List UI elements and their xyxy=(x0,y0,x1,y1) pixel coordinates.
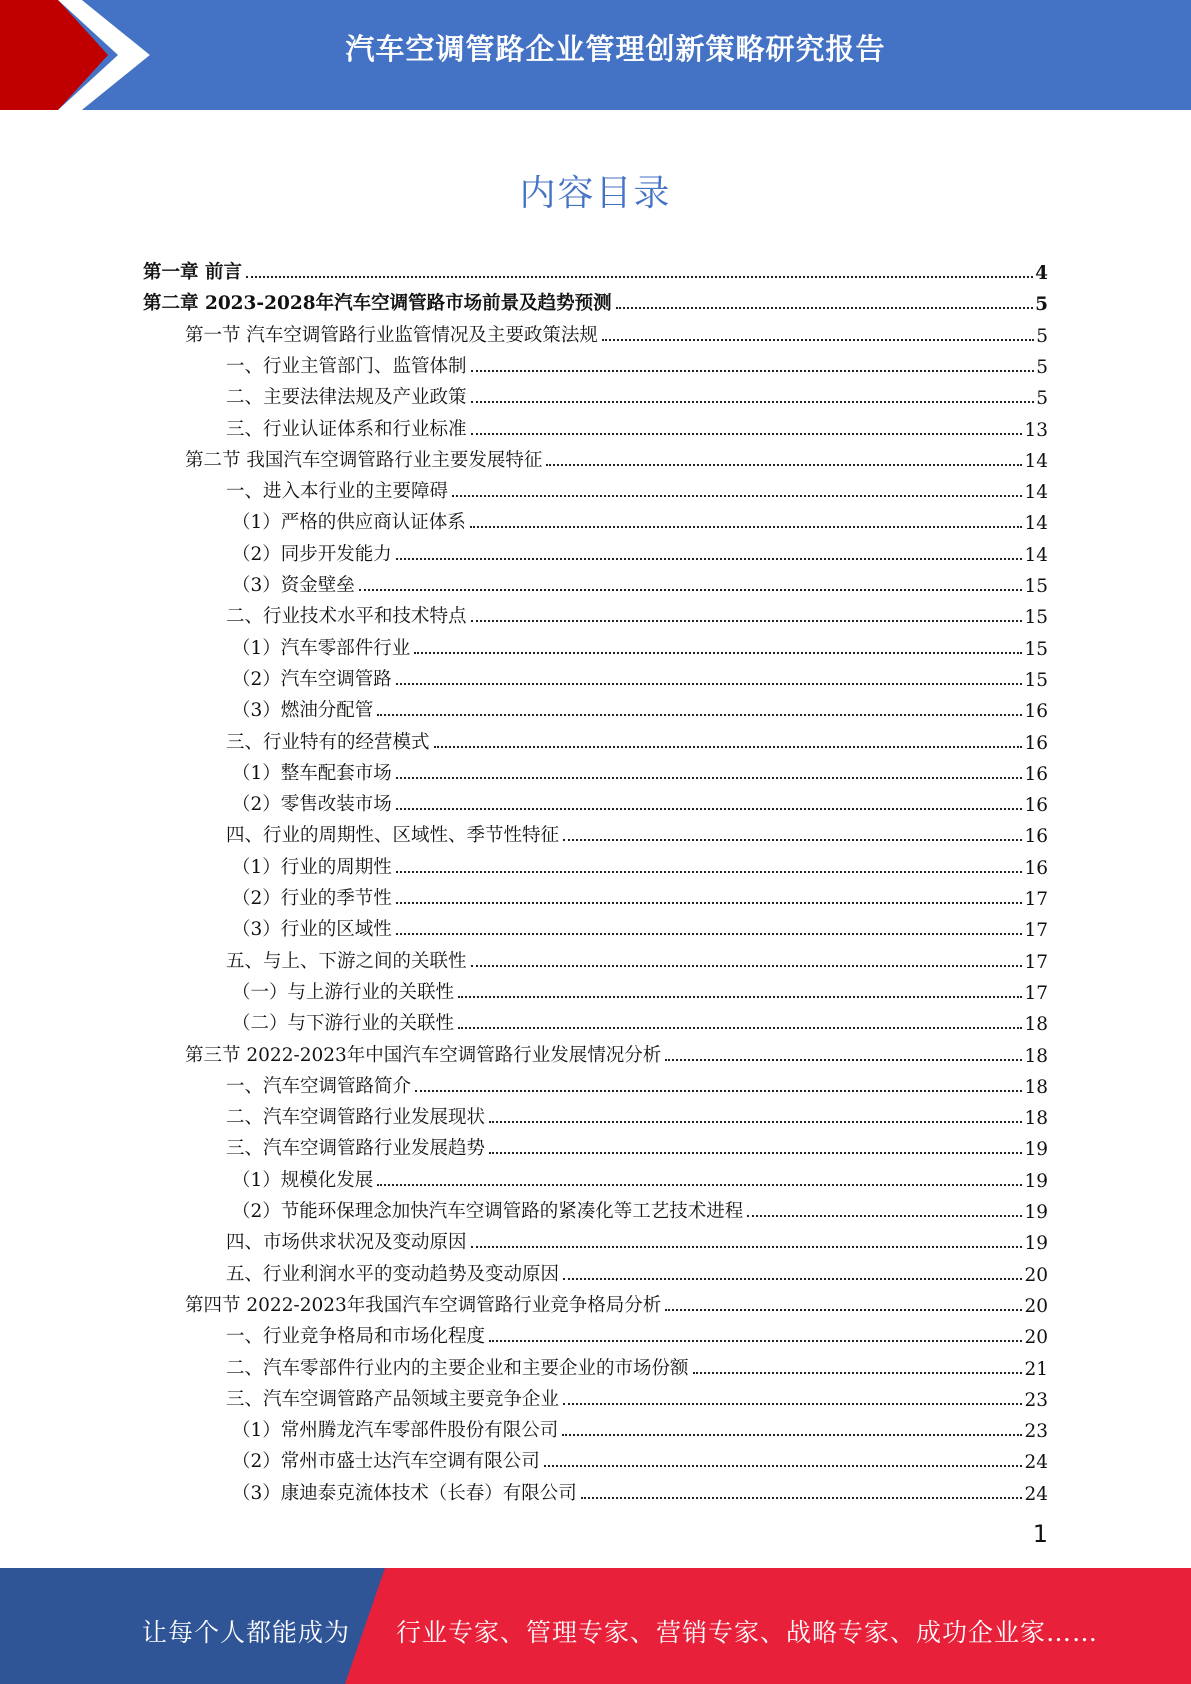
toc-entry[interactable] xyxy=(185,1036,1048,1067)
toc-entry-label: （1）行业的周期性 xyxy=(232,857,392,878)
toc-entry-label: 五、与上、下游之间的关联性 xyxy=(226,951,467,972)
toc-entry-page: 14 xyxy=(1024,451,1048,472)
toc-entry-page: 16 xyxy=(1024,795,1048,816)
toc-dot-leader xyxy=(470,526,1023,528)
toc-entry-label: （3）行业的区域性 xyxy=(232,919,392,940)
toc-dot-leader xyxy=(359,589,1023,591)
toc-entry-label: 二、行业技术水平和技术特点 xyxy=(226,606,467,627)
toc-entry-page: 15 xyxy=(1024,670,1048,691)
toc-entry-label: 四、市场供求状况及变动原因 xyxy=(226,1232,467,1253)
toc-entry-label: 二、主要法律法规及产业政策 xyxy=(226,387,467,408)
toc-entry-page: 19 xyxy=(1024,1202,1048,1223)
toc-entry-label: 三、汽车空调管路产品领域主要竞争企业 xyxy=(226,1389,560,1410)
toc-entry-label: 第四节 2022-2023年我国汽车空调管路行业竞争格局分析 xyxy=(185,1295,662,1316)
toc-entry-label: 三、行业认证体系和行业标准 xyxy=(226,419,467,440)
toc-entry-label: （3）燃油分配管 xyxy=(232,700,374,721)
toc-entry[interactable] xyxy=(226,410,1048,441)
toc-dot-leader xyxy=(563,1403,1022,1405)
toc-entry[interactable] xyxy=(232,1161,1048,1192)
toc-dot-leader xyxy=(693,1372,1023,1374)
toc-entry-label: 第二节 我国汽车空调管路行业主要发展特征 xyxy=(185,450,543,471)
footer-slogan-left: 让每个人都能成为 xyxy=(142,1618,351,1647)
toc-dot-leader xyxy=(458,996,1022,998)
toc-dot-leader xyxy=(489,1152,1022,1154)
toc-entry-label: （1）汽车零部件行业 xyxy=(232,638,411,659)
toc-dot-leader xyxy=(602,339,1034,341)
toc-dot-leader xyxy=(396,902,1023,904)
toc-dot-leader xyxy=(471,620,1023,622)
toc-dot-leader xyxy=(396,808,1023,810)
toc-title: 内容目录 xyxy=(519,173,672,214)
toc-dot-leader xyxy=(471,965,1023,967)
toc-entry-page: 16 xyxy=(1024,826,1048,847)
toc-entry-page: 16 xyxy=(1024,764,1048,785)
toc-entry-page: 15 xyxy=(1024,576,1048,597)
toc-dot-leader xyxy=(415,1090,1022,1092)
toc-dot-leader xyxy=(546,464,1022,466)
toc-dot-leader xyxy=(562,1434,1022,1436)
toc-dot-leader xyxy=(581,1497,1023,1499)
toc-entry-page: 19 xyxy=(1024,1171,1048,1192)
toc-dot-leader xyxy=(747,1215,1022,1217)
toc-dot-leader xyxy=(563,839,1022,841)
toc-entry-label: 第三节 2022-2023年中国汽车空调管路行业发展情况分析 xyxy=(185,1045,662,1066)
toc-entry[interactable] xyxy=(232,1411,1048,1442)
toc-entry-page: 18 xyxy=(1024,1108,1048,1129)
toc-entry[interactable] xyxy=(232,754,1048,785)
toc-entry-label: 三、行业特有的经营模式 xyxy=(226,732,430,753)
toc-entry[interactable] xyxy=(226,1317,1048,1348)
toc-dot-leader xyxy=(616,307,1034,309)
toc-entry[interactable] xyxy=(226,1255,1048,1286)
toc-entry-page: 18 xyxy=(1024,1077,1048,1098)
toc-dot-leader xyxy=(396,558,1023,560)
toc-entry-page: 5 xyxy=(1036,326,1048,347)
toc-entry-page: 19 xyxy=(1024,1233,1048,1254)
toc-dot-leader xyxy=(665,1059,1022,1061)
toc-entry-page: 5 xyxy=(1036,357,1048,378)
toc-entry[interactable] xyxy=(226,1098,1048,1129)
toc-entry[interactable] xyxy=(232,691,1048,722)
toc-entry-label: 五、行业利润水平的变动趋势及变动原因 xyxy=(226,1264,560,1285)
toc-entry[interactable] xyxy=(226,723,1048,754)
toc-dot-leader xyxy=(377,1184,1022,1186)
toc-dot-leader xyxy=(396,683,1023,685)
toc-entry-page: 19 xyxy=(1024,1139,1048,1160)
toc-entry-page: 4 xyxy=(1035,263,1048,284)
toc-entry-page: 14 xyxy=(1024,545,1048,566)
toc-entry-page: 21 xyxy=(1024,1359,1048,1380)
toc-entry-label: 第一节 汽车空调管路行业监管情况及主要政策法规 xyxy=(185,325,598,346)
toc-entry[interactable] xyxy=(232,629,1048,660)
toc-entry[interactable] xyxy=(226,378,1048,409)
toc-entry[interactable] xyxy=(232,910,1048,941)
toc-entry[interactable] xyxy=(232,1442,1048,1473)
toc-entry-label: （2）同步开发能力 xyxy=(232,544,392,565)
toc-entry-page: 17 xyxy=(1024,952,1048,973)
toc-entry[interactable] xyxy=(226,1349,1048,1380)
toc-entry[interactable] xyxy=(226,1223,1048,1254)
toc-entry-label: （2）汽车空调管路 xyxy=(232,669,392,690)
toc-entry[interactable] xyxy=(232,660,1048,691)
toc-entry-label: 第一章 前言 xyxy=(143,262,242,283)
toc-entry-label: 二、汽车零部件行业内的主要企业和主要企业的市场份额 xyxy=(226,1358,689,1379)
toc-dot-leader xyxy=(452,495,1022,497)
toc-entry[interactable] xyxy=(232,848,1048,879)
toc-entry[interactable] xyxy=(232,973,1048,1004)
toc-dot-leader xyxy=(434,746,1023,748)
toc-entry-label: （3）康迪泰克流体技术（长春）有限公司 xyxy=(232,1483,577,1504)
toc-entry-label: （1）常州腾龙汽车零部件股份有限公司 xyxy=(232,1420,559,1441)
toc-entry[interactable] xyxy=(232,1004,1048,1035)
toc-entry[interactable] xyxy=(232,1474,1048,1505)
toc-entry[interactable] xyxy=(226,347,1048,378)
toc-entry-page: 24 xyxy=(1024,1484,1048,1505)
toc-entry[interactable] xyxy=(226,1380,1048,1411)
toc-entry-label: 一、进入本行业的主要障碍 xyxy=(226,481,449,502)
toc-entry-label: 四、行业的周期性、区域性、季节性特征 xyxy=(226,825,560,846)
toc-dot-leader xyxy=(471,370,1035,372)
toc-entry[interactable] xyxy=(232,879,1048,910)
toc-entry[interactable] xyxy=(232,535,1048,566)
toc-entry[interactable] xyxy=(232,503,1048,534)
toc-entry-page: 17 xyxy=(1024,983,1048,1004)
toc-dot-leader xyxy=(396,933,1023,935)
toc-dot-leader xyxy=(665,1309,1022,1311)
toc-entry[interactable] xyxy=(185,316,1048,347)
toc-entry-page: 23 xyxy=(1024,1390,1048,1411)
toc-entry-label: （2）行业的季节性 xyxy=(232,888,392,909)
toc-entry-label: 一、汽车空调管路简介 xyxy=(226,1076,412,1097)
toc-entry-label: （2）节能环保理念加快汽车空调管路的紧凑化等工艺技术进程 xyxy=(232,1201,744,1222)
toc-dot-leader xyxy=(563,1278,1022,1280)
toc-entry-page: 24 xyxy=(1024,1452,1048,1473)
toc-entry-page: 16 xyxy=(1024,858,1048,879)
toc-entry-label: （2）零售改装市场 xyxy=(232,794,392,815)
toc-entry[interactable] xyxy=(226,816,1048,847)
page-number: 1 xyxy=(1032,1520,1048,1548)
toc-entry-page: 20 xyxy=(1024,1265,1048,1286)
toc-entry[interactable] xyxy=(226,1067,1048,1098)
toc-dot-leader xyxy=(414,652,1022,654)
toc-entry-label: 一、行业竞争格局和市场化程度 xyxy=(226,1326,486,1347)
toc-dot-leader xyxy=(489,1340,1022,1342)
toc-entry[interactable] xyxy=(226,472,1048,503)
toc-dot-leader xyxy=(489,1121,1022,1123)
toc-entry-page: 16 xyxy=(1024,701,1048,722)
toc-entry[interactable] xyxy=(226,942,1048,973)
toc-dot-leader xyxy=(458,1027,1022,1029)
toc-entry-label: （1）整车配套市场 xyxy=(232,763,392,784)
toc-dot-leader xyxy=(396,777,1023,779)
toc-entry-label: （3）资金壁垒 xyxy=(232,575,355,596)
toc-entry-page: 5 xyxy=(1035,294,1048,315)
toc-entry-page: 23 xyxy=(1024,1421,1048,1442)
toc-entry[interactable] xyxy=(143,284,1048,315)
toc-entry[interactable] xyxy=(143,253,1048,284)
toc-dot-leader xyxy=(377,714,1022,716)
toc-entry[interactable] xyxy=(226,1129,1048,1160)
toc-entry-page: 18 xyxy=(1024,1046,1048,1067)
toc-entry-label: （1）严格的供应商认证体系 xyxy=(232,512,466,533)
toc-dot-leader xyxy=(471,401,1035,403)
toc-entry[interactable] xyxy=(232,785,1048,816)
toc-entry-page: 20 xyxy=(1024,1327,1048,1348)
toc-entry-label: （2）常州市盛士达汽车空调有限公司 xyxy=(232,1451,540,1472)
toc-dot-leader xyxy=(471,1246,1023,1248)
toc-entry[interactable] xyxy=(185,1286,1048,1317)
header-banner xyxy=(0,0,1191,110)
toc-dot-leader xyxy=(544,1465,1023,1467)
toc-entry-label: 三、汽车空调管路行业发展趋势 xyxy=(226,1138,486,1159)
toc-entry-page: 18 xyxy=(1024,1014,1048,1035)
toc-entry-page: 15 xyxy=(1024,607,1048,628)
toc-entry-page: 16 xyxy=(1024,733,1048,754)
toc-entry-label: 一、行业主管部门、监管体制 xyxy=(226,356,467,377)
toc-entry[interactable] xyxy=(185,441,1048,472)
report-title: 汽车空调管路企业管理创新策略研究报告 xyxy=(345,32,886,66)
toc-entry[interactable] xyxy=(232,1192,1048,1223)
toc-entry-label: 二、汽车空调管路行业发展现状 xyxy=(226,1107,486,1128)
toc-entry-page: 17 xyxy=(1024,920,1048,941)
toc-entry-label: 第二章 2023-2028年汽车空调管路市场前景及趋势预测 xyxy=(143,293,612,314)
toc-entry-page: 13 xyxy=(1024,420,1048,441)
toc-dot-leader xyxy=(246,276,1033,278)
toc-entry[interactable] xyxy=(232,566,1048,597)
toc-entry[interactable] xyxy=(226,597,1048,628)
toc-dot-leader xyxy=(396,871,1023,873)
toc-entry-label: （一）与上游行业的关联性 xyxy=(232,982,455,1003)
toc-entry-page: 14 xyxy=(1024,482,1048,503)
toc-entry-page: 14 xyxy=(1024,513,1048,534)
footer-banner xyxy=(0,1568,1191,1684)
toc-entry-page: 5 xyxy=(1036,388,1048,409)
toc-entry-label: （1）规模化发展 xyxy=(232,1170,374,1191)
footer-slogan-right: 行业专家、管理专家、营销专家、战略专家、成功企业家…… xyxy=(396,1618,1099,1647)
toc-entry-label: （二）与下游行业的关联性 xyxy=(232,1013,455,1034)
toc-dot-leader xyxy=(471,433,1023,435)
toc-entry-page: 20 xyxy=(1024,1296,1048,1317)
toc-entry-page: 17 xyxy=(1024,889,1048,910)
toc-entry-page: 15 xyxy=(1024,639,1048,660)
